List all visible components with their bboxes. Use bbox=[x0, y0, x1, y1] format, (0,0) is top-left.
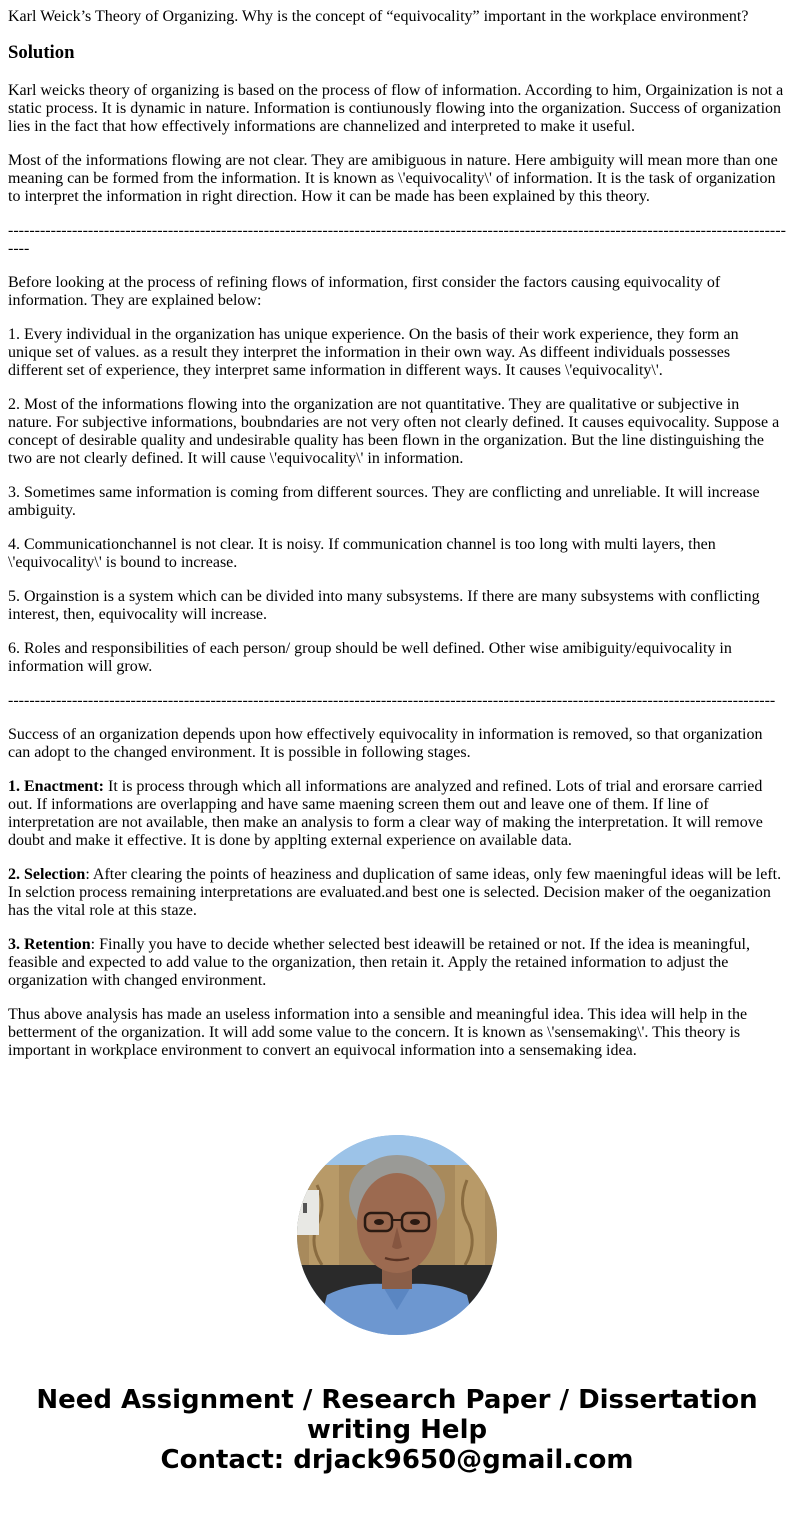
intro-paragraph-1: Karl weicks theory of organizing is based on the process of flow of information. According to him, Orgainization is not a static process. It is dynamic in nature. Information is contiunously flowing into the organization. Success of organization lies in the fact that how effectively informations are channelized and interpreted to make it useful. bbox=[8, 82, 784, 135]
separator-line: ------------------------------------------------------------------------------------------------------------------------------------------------ bbox=[8, 692, 776, 709]
factors-intro: Before looking at the process of refining flows of information, first consider the factors causing equivocality of information. They are explained below: bbox=[8, 274, 721, 309]
stage-selection bbox=[8, 866, 786, 920]
stage-label: 1. Enactment: bbox=[8, 778, 104, 795]
conclusion-paragraph: Thus above analysis has made an useless information into a sensible and meaningful idea. This idea will help in the betterment of the organization. It will add some value to the concern. It is known as \'sensemaking\'. This theory is important in workplace environment to convert an equivocal information into a sensemaking idea. bbox=[8, 1006, 748, 1059]
question-text: Karl Weick’s Theory of Organizing. Why is the concept of “equivocality” important in the workplace environment? bbox=[8, 8, 749, 25]
portrait-image bbox=[297, 1135, 497, 1335]
intro-paragraph-2: Most of the informations flowing are not clear. They are amibiguous in nature. Here ambiguity will mean more than one meaning can be formed from the information. It is known as \'equivocality\' of information. It is the task of organization to interpret the information in right direction. How it can be made has been explained by this theory. bbox=[8, 152, 778, 205]
stage-label: 3. Retention bbox=[8, 936, 91, 953]
factor-item: 1. Every individual in the organization has unique experience. On the basis of their work experience, they form an unique set of values. as a result they interpret the information in their own way. As diffeent individuals possesses different set of experience, they interpret same information in different ways. It causes \'equivocality\'. bbox=[8, 326, 739, 379]
separator-line: ------------------------------------------------------------------------------------------------------------------------------------------------------ bbox=[8, 222, 786, 257]
avatar-container bbox=[8, 1135, 786, 1335]
stages-intro: Success of an organization depends upon how effectively equivocality in information is removed, so that organization can adopt to the changed environment. It is possible in following stages. bbox=[8, 726, 763, 761]
stage-text: It is process through which all informations are analyzed and refined. Lots of trial and erorsare carried out. If informations are overlapping and have same maening screen them out and leave one of them. If line of interpretation are not available, then make an analysis to form a clear way of making the interpretation. It will remove doubt and make it effective. It is done by applting external experience on available data. bbox=[8, 778, 763, 849]
contact-email: Contact: drjack9650@gmail.com bbox=[160, 1445, 634, 1475]
factor-item: 3. Sometimes same information is coming from different sources. They are conflicting and unreliable. It will increase ambiguity. bbox=[8, 484, 760, 519]
solution-heading: Solution bbox=[8, 42, 75, 63]
stage-enactment bbox=[8, 778, 786, 850]
stage-text: : After clearing the points of heaziness and duplication of same ideas, only few maeningful ideas will be left. In selction process remaining interpretations are evaluated.and best one is selected. Decision maker of the oeganization has the vital role at this staze. bbox=[8, 866, 782, 919]
avatar bbox=[297, 1135, 497, 1335]
factor-item: 6. Roles and responsibilities of each person/ group should be well defined. Other wise amibiguity/equivocality in information will grow. bbox=[8, 640, 732, 675]
stage-label: 2. Selection bbox=[8, 866, 86, 883]
factor-item: 5. Orgainstion is a system which can be divided into many subsystems. If there are many subsystems with conflicting interest, then, equivocality will increase. bbox=[8, 588, 760, 623]
stage-text: : Finally you have to decide whether selected best ideawill be retained or not. If the idea is meaningful, feasible and expected to add value to the organization, then retain it. Apply the retained information to adjust the organization with changed environment. bbox=[8, 936, 750, 989]
contact-banner bbox=[8, 1385, 786, 1475]
stage-retention bbox=[8, 936, 786, 990]
factor-item: 2. Most of the informations flowing into the organization are not quantitative. They are qualitative or subjective in nature. For subjective informations, boubndaries are not very often not clearly defined. It causes equivocality. Suppose a concept of desirable quality and undesirable quality has been flown in the organization. But the line distinguishing the two are not clearly defined. It will cause \'equivocality\' in information. bbox=[8, 396, 780, 467]
cta-headline: Need Assignment / Research Paper / Dissertation writing Help bbox=[36, 1385, 758, 1445]
factor-item: 4. Communicationchannel is not clear. It is noisy. If communication channel is too long with multi layers, then \'equivocality\' is bound to increase. bbox=[8, 536, 716, 571]
